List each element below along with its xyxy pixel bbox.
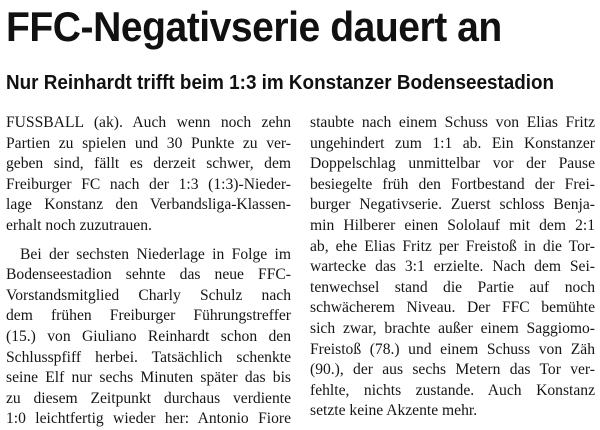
text-line: besiegelte früh den Fortbestand der Frei- <box>310 175 595 193</box>
text-line: (90.), der aus sechs Metern das Tor ver- <box>310 361 595 379</box>
text-line: lage Konstanz den Verbandsliga-Klassen- <box>6 196 291 214</box>
text-line: FUSSBALL (ak). Auch wenn noch zehn <box>6 114 291 131</box>
text-line: ab, ehe Elias Fritz per Freistoß in die Tor- <box>310 237 595 255</box>
text-line: Bei der sechsten Niederlage in Folge im <box>20 245 291 263</box>
text-line: Freiburger FC nach der 1:3 (1:3)-Nieder- <box>6 175 291 193</box>
text-line: burger Negativserie. Zuerst schloss Benja- <box>310 196 595 214</box>
text-line: staubte nach einem Schuss von Elias Fritz <box>310 114 595 131</box>
text-line: sich zwar, brachte außer einem Saggiomo- <box>310 319 595 337</box>
text-line: Schlusspfiff herbei. Tatsächlich schenkte <box>6 348 291 366</box>
text-line: wartecke das 3:1 erzielte. Nach dem Sei- <box>310 258 595 276</box>
text-line: dem frühen Freiburger Führungstreffer <box>6 307 291 325</box>
text-line: 1:0 leichtfertig wieder her: Antonio Fiore <box>6 410 291 428</box>
text-line: Vorstandsmitglied Charly Schulz nach <box>6 286 291 304</box>
text-line: min Hilberer einen Sololauf mit dem 2:1 <box>310 216 595 234</box>
subheadline: Nur Reinhardt trifft beim 1:3 im Konstanzer Bodenseestadion <box>6 71 555 94</box>
text-line: tenwechsel stand die Partie auf noch <box>310 278 595 296</box>
text-line: erhalt noch zuzutrauen. <box>6 216 152 234</box>
text-line: Doppelschlag unmittelbar vor der Pause <box>310 155 595 173</box>
article-column-left <box>6 113 291 430</box>
headline: FFC-Negativserie dauert an <box>6 3 502 50</box>
text-line: (15.) von Giuliano Reinhardt schon den <box>6 327 291 345</box>
paragraph-1 <box>6 113 291 237</box>
text-line: setzte keine Akzente mehr. <box>310 402 478 420</box>
text-line: Partien zu spielen und 30 Punkte zu ver- <box>6 134 291 152</box>
text-line: Bodenseestadion sehnte das neue FFC- <box>6 266 291 284</box>
text-line: zu diesem Zeitpunkt durchaus verdiente <box>6 389 291 407</box>
paragraph-2 <box>6 245 291 430</box>
text-line: schwächerem Niveau. Der FFC bemühte <box>310 299 595 317</box>
article-column-right <box>310 113 595 422</box>
text-line: geben sind, fällt es derzeit schwer, dem <box>6 155 291 173</box>
text-line: fehlte, nichts zustande. Auch Konstanz <box>310 381 595 399</box>
paragraph-gap <box>6 237 291 245</box>
text-line: seine Elf nur sechs Minuten später das bis <box>6 369 291 387</box>
text-line: Freistoß (78.) und einem Schuss von Zäh <box>310 340 595 358</box>
text-line: ungehindert zum 1:1 ab. Ein Konstanzer <box>310 134 595 152</box>
